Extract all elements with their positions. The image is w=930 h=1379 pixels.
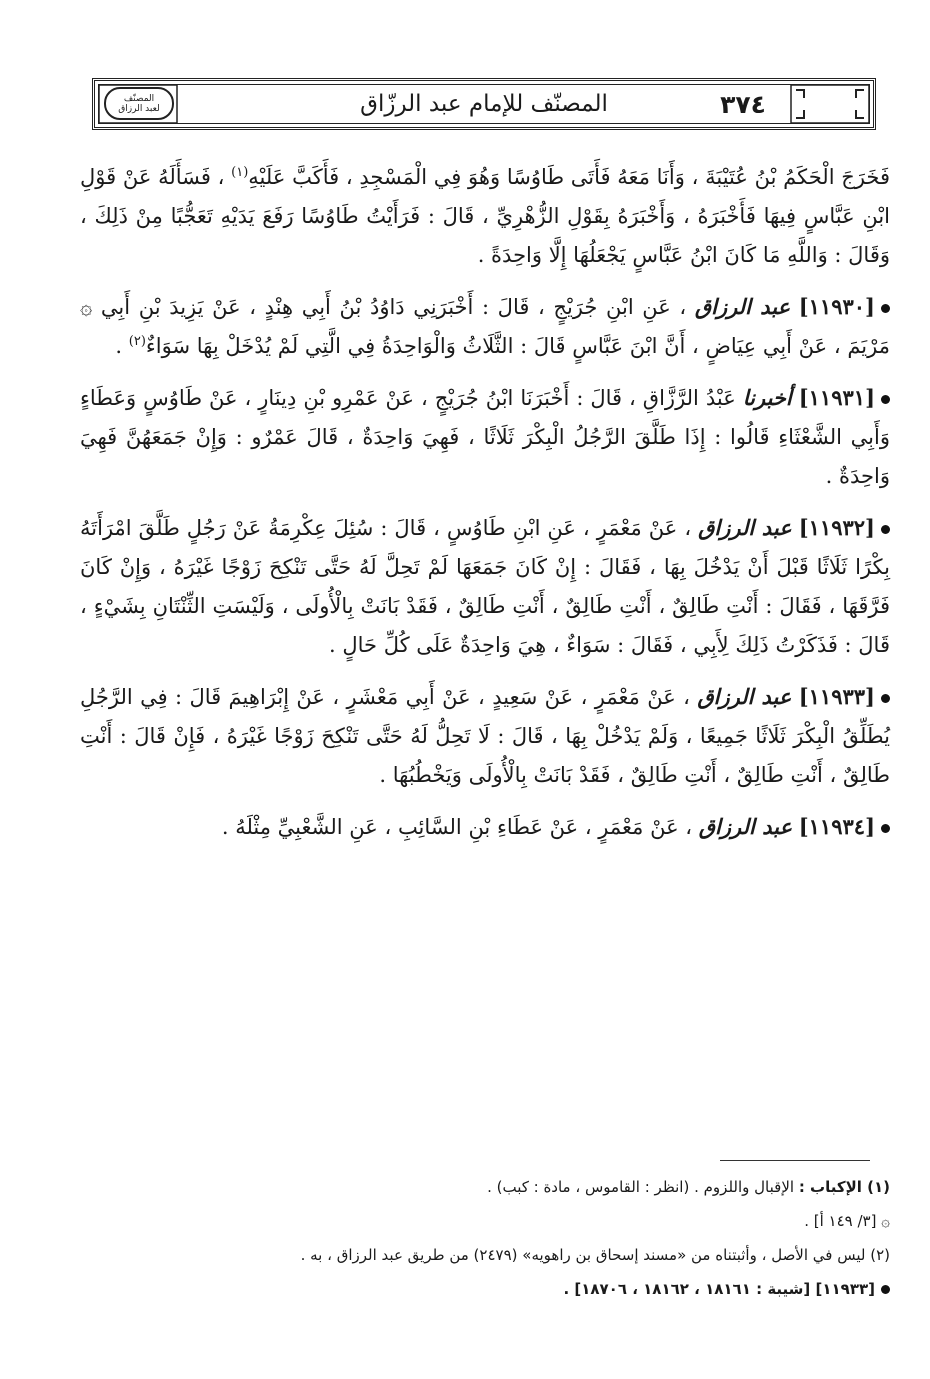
ornament-right-icon <box>790 84 870 124</box>
seal-line-2: لعبد الرزاق <box>118 103 160 114</box>
hadith-text: ، عَنْ مَعْمَرٍ ، عَنْ سَعِيدٍ ، عَنْ أَبِي مَعْشَرٍ ، عَنْ إِبْرَاهِيمَ قَالَ : فِي الرَّجُلِ يُطَلِّقُ الْبِكْرَ ثَلَاثًا جَمِيعًا ، وَلَمْ يَدْخُلْ بِهَا ، قَالَ : لَا تَحِلُّ لَهُ حَتَّى تَنْكِحَ زَوْجًا غَيْرَهُ ، فَإِنْ قَالَ : أَنْتِ طَالِقٌ ، أَنْتِ طَالِقٌ ، أَنْتِ طَالِقٌ ، فَقَدْ بَانَتْ بِالْأُولَى وَيَخْطُبُهَا . <box>80 685 890 787</box>
hadith-text: ، عَنْ مَعْمَرٍ ، عَنْ عَطَاءِ بْنِ السَّائِبِ ، عَنِ الشَّعْبِيِّ مِثْلَهُ . <box>221 815 699 839</box>
hadith-number: [١١٩٣٠] <box>798 294 875 319</box>
bullet-icon <box>881 304 890 313</box>
main-text <box>80 158 890 859</box>
footnotes <box>80 1170 890 1306</box>
hadith-text: ، عَنِ ابْنِ جُرَيْجٍ ، قَالَ : أَخْبَرَنِي دَاوُدُ بْنُ أَبِي هِنْدٍ ، عَنْ يَزِيدَ بْنِ أَبِي ۞ مَرْيَمَ ، عَنْ أَبِي عِيَاضٍ ، أَنَّ ابْنَ عَبَّاسٍ قَالَ : الثَّلَاثُ وَالْوَاحِدَةُ فِي الَّتِي لَمْ يُدْخَلْ بِهَا سَوَاءٌ <box>80 295 890 358</box>
hadith-text-cont: . <box>115 334 129 358</box>
footnote-ref-2[interactable]: (٢) <box>128 334 146 349</box>
running-title: المصنّف للإمام عبد الرزّاق <box>360 91 608 117</box>
intro-text-cont: ، فَسَأَلَهُ عَنْ قَوْلِ ابْنِ عَبَّاسٍ فِيهَا فَأَخْبَرَهُ ، وَأَخْبَرَهُ بِقَوْلِ الزُّهْرِيِّ ، قَالَ : فَرَأَيْتُ طَاوُسًا رَفَعَ يَدَيْهِ تَعَجُّبًا مِنْ ذَلِكَ ، وَقَالَ : وَاللَّهِ مَا كَانَ ابْنُ عَبَّاسٍ يَجْعَلُهَا إِلَّا وَاحِدَةً . <box>80 165 890 267</box>
hadith-11934 <box>80 807 890 847</box>
paragraph-intro <box>80 158 890 275</box>
intro-text: فَخَرَجَ الْحَكَمُ بْنُ عُتَيْبَةَ ، وَأَنَا مَعَهُ فَأَتَى طَاوُسًا وَهُوَ فِي الْمَسْجِدِ ، فَأَكَبَّ عَلَيْهِ <box>248 165 890 189</box>
hadith-number: [١١٩٣٢] <box>798 515 875 540</box>
bullet-icon <box>881 525 890 534</box>
seal-line-1: المصنّف <box>123 93 155 104</box>
cross-reference-text: [١١٩٣٣] [شيبة : ١٨١٦١ ، ١٨١٦٢ ، ١٨٧٠٦] . <box>563 1280 875 1298</box>
hadith-source: عبد الرزاق <box>694 294 791 319</box>
bullet-icon <box>881 1285 890 1294</box>
hadith-11932 <box>80 508 890 665</box>
bullet-icon <box>881 694 890 703</box>
hadith-source: عبد الرزاق <box>698 515 792 540</box>
bullet-icon <box>881 395 890 404</box>
hadith-11933 <box>80 677 890 795</box>
footnote-2: (٢) ليس في الأصل ، وأثبتناه من «مسند إسحاق بن راهويه» (٢٤٧٩) من طريق عبد الرزاق ، به . <box>300 1246 890 1264</box>
hadith-text: عَبْدُ الرَّزَّاقِ ، قَالَ : أَخْبَرَنَا ابْنُ جُرَيْجٍ ، عَنْ عَمْرِو بْنِ دِينَارٍ ، عَنْ طَاوُسٍ وَعَطَاءٍ وَأَبِي الشَّعْثَاءِ قَالُوا : إِذَا طَلَّقَ الرَّجُلُ الْبِكْرَ ثَلَاثًا ، فَهِيَ وَاحِدَةٌ ، قَالَ عَمْرٌو : وَإِنْ جَمَعَهُنَّ فَهِيَ وَاحِدَةٌ . <box>80 386 890 488</box>
footnote-ref-1[interactable]: (١) <box>231 165 249 180</box>
hadith-source: أخبرنا <box>742 385 792 410</box>
hadith-source: عبد الرزاق <box>698 814 793 839</box>
hadith-number: [١١٩٣١] <box>798 385 875 410</box>
bullet-icon <box>881 824 890 833</box>
page-number: ٣٧٤ <box>720 89 766 119</box>
footnote-divider <box>720 1160 870 1161</box>
footnote-1-label: (١) الإكباب : <box>798 1178 890 1196</box>
hadith-source: عبد الرزاق <box>697 684 792 709</box>
footnote-1 <box>80 1170 890 1204</box>
hadith-number: [١١٩٣٣] <box>798 684 875 709</box>
hadith-number: [١١٩٣٤] <box>798 814 875 839</box>
page-header <box>92 78 876 130</box>
footnote-1-text: الإقبال واللزوم . (انظر : القاموس ، مادة : كبب) . <box>487 1178 799 1196</box>
cross-reference <box>80 1272 890 1306</box>
hadith-11931 <box>80 378 890 496</box>
book-seal-logo <box>104 87 174 120</box>
folio-reference: ۞ [٣/ ١٤٩ أ] . <box>804 1212 890 1230</box>
hadith-text: ، عَنْ مَعْمَرٍ ، عَنِ ابْنِ طَاوُسٍ ، قَالَ : سُئِلَ عِكْرِمَةُ عَنْ رَجُلٍ طَلَّقَ امْرَأَتَهُ بِكْرًا ثَلَاثًا قَبْلَ أَنْ يَدْخُلَ بِهَا ، فَقَالَ : إِنْ كَانَ جَمَعَهَا لَمْ تَحِلَّ لَهُ حَتَّى تَنْكِحَ زَوْجًا غَيْرَهُ ، وَإِنْ كَانَ فَرَّقَهَا ، فَقَالَ : أَنْتِ طَالِقٌ ، أَنْتِ طَالِقٌ ، أَنْتِ طَالِقٌ ، فَقَدْ بَانَتْ بِالْأُولَى ، وَلَيْسَتِ الثِّنْتَانِ بِشَيْءٍ ، قَالَ : فَذَكَرْتُ ذَلِكَ لِأَبِي ، فَقَالَ : سَوَاءٌ ، هِيَ وَاحِدَةٌ عَلَى كُلِّ حَالٍ . <box>80 516 890 657</box>
hadith-11930 <box>80 287 890 366</box>
